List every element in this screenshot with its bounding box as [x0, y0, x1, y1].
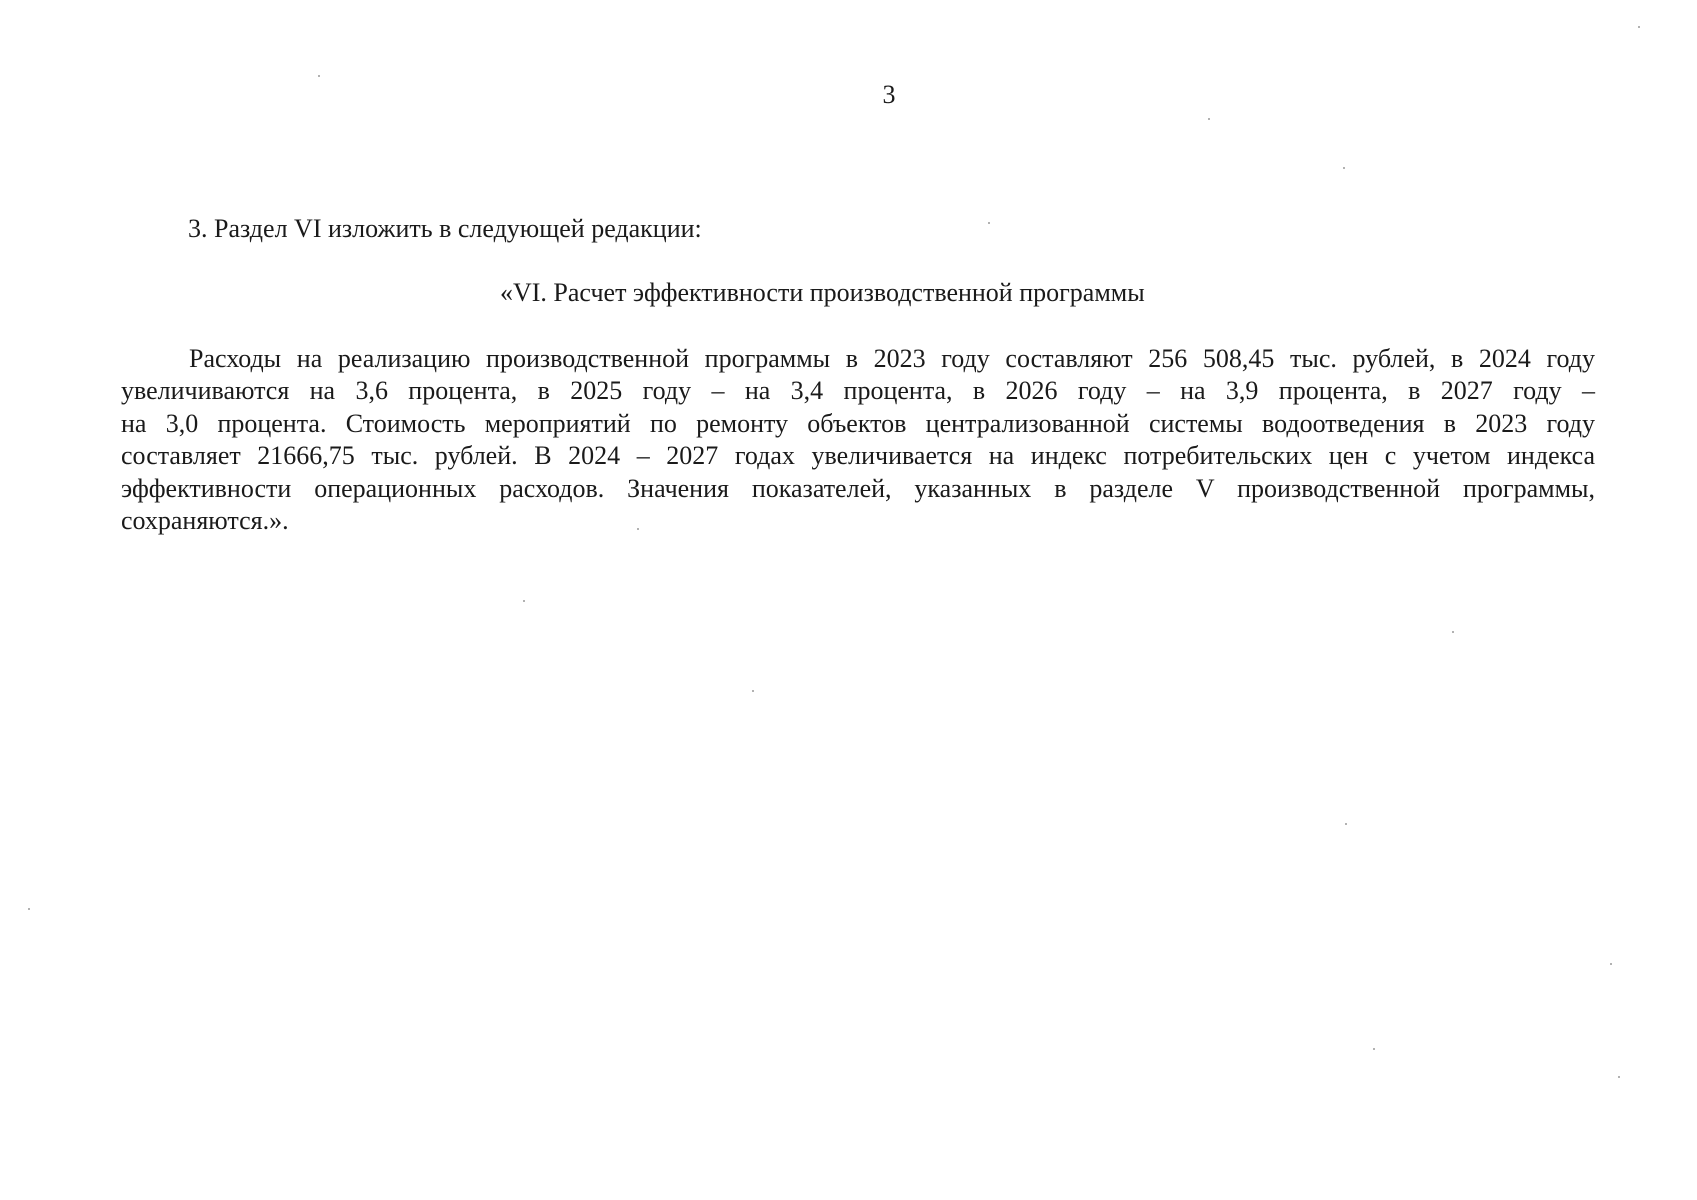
scan-speck	[1373, 1048, 1375, 1050]
scan-speck	[1345, 823, 1347, 825]
scan-speck	[1638, 26, 1640, 28]
scan-speck	[523, 600, 525, 602]
paragraph-line: сохраняются.».	[121, 506, 289, 536]
scan-speck	[637, 528, 639, 530]
paragraph-line: увеличиваются на 3,6 процента, в 2025 году – на 3,4 процента, в 2026 году – на 3,9 процента, в 2027 году –	[121, 376, 1595, 406]
scan-speck	[28, 908, 30, 910]
body-paragraph	[121, 343, 1595, 537]
scan-speck	[988, 222, 990, 224]
scan-speck	[1208, 118, 1210, 120]
amendment-instruction: 3. Раздел VI изложить в следующей редакции:	[188, 214, 702, 243]
section-heading: «VI. Расчет эффективности производственной программы	[500, 278, 1145, 307]
scan-speck	[1610, 963, 1612, 965]
paragraph-line: составляет 21666,75 тыс. рублей. В 2024 – 2027 годах увеличивается на индекс потребительских цен с учетом индекса	[121, 441, 1595, 471]
paragraph-line: Расходы на реализацию производственной программы в 2023 году составляют 256 508,45 тыс. рублей, в 2024 году	[189, 344, 1595, 373]
paragraph-line: на 3,0 процента. Стоимость мероприятий по ремонту объектов централизованной системы водоотведения в 2023 году	[121, 408, 1595, 438]
scan-speck	[1343, 167, 1345, 169]
scan-speck	[752, 690, 754, 692]
page-number: 3	[882, 80, 896, 109]
paragraph-line: эффективности операционных расходов. Значения показателей, указанных в разделе V производственной программы,	[121, 473, 1595, 503]
scan-speck	[318, 75, 320, 77]
scan-speck	[1452, 631, 1454, 633]
scan-speck	[1618, 1076, 1620, 1078]
